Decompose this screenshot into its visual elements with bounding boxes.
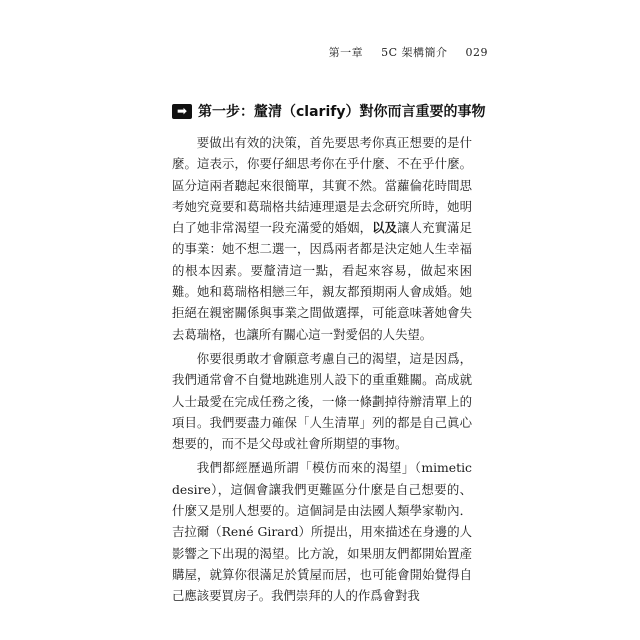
paragraph-1-emphasis: 以及 — [372, 220, 398, 236]
body-text — [172, 132, 472, 607]
paragraph-1 — [172, 132, 472, 345]
paragraph-3: 我們都經歷過所謂「模仿而來的渴望」（mimetic desire），這個會讓我們更難區分什麼是自己想要的、什麼又是別人想要的。這個詞是由法國人類學家勒內．吉拉爾（René Girard）所提出，用來描述在身邊的人影響之下出現的渴望。比方說，如果朋友們都開始置產購屋，就算你很滿足於賃屋而居，也可能會開始覺得自己應該要買房子。我們崇拜的人的作爲會對我 — [172, 460, 472, 604]
section-heading — [172, 101, 485, 121]
running-header — [329, 44, 488, 60]
paragraph-2: 你要很勇敢才會願意考慮自己的渴望，這是因爲，我們通常會不自覺地跳進別人設下的重重難關。高成就人士最愛在完成任務之後，一條一條劃掉待辦清單上的項目。我們要盡力確保「人生清單」列的都是自己眞心想要的，而不是父母或社會所期望的事物。 — [172, 350, 472, 452]
paragraph-1-part-2: 讓人充實滿足的事業：她不想二選一，因爲兩者都是決定她人生幸福的根本因素。要釐清這一點，看起來容易，做起來困難。她和葛瑞格相戀三年，親友都預期兩人會成婚。她拒絕在親密關係與事業之間做選擇，可能意味著她會失去葛瑞格，也讓所有關心這一對愛侶的人失望。 — [172, 220, 473, 342]
arrow-right-icon: ➡ — [172, 104, 192, 119]
page-number: 029 — [465, 46, 488, 59]
section-title: 第一步：釐清（clarify）對你而言重要的事物 — [198, 104, 486, 120]
chapter-title: 5C 架構簡介 — [381, 46, 448, 59]
paragraph-1-part-1: 要做出有效的決策，首先要思考你真正想要的是什麼。這表示，你要仔細思考你在乎什麼、不在乎什麼。區分這兩者聽起來很簡單，其實不然。當蘿倫花時間思考她究竟要和葛瑞格共結連理還是去念研究所時，她明白了她非常渴望一段充滿愛的婚姻， — [172, 135, 472, 236]
chapter-label: 第一章 — [328, 46, 364, 59]
